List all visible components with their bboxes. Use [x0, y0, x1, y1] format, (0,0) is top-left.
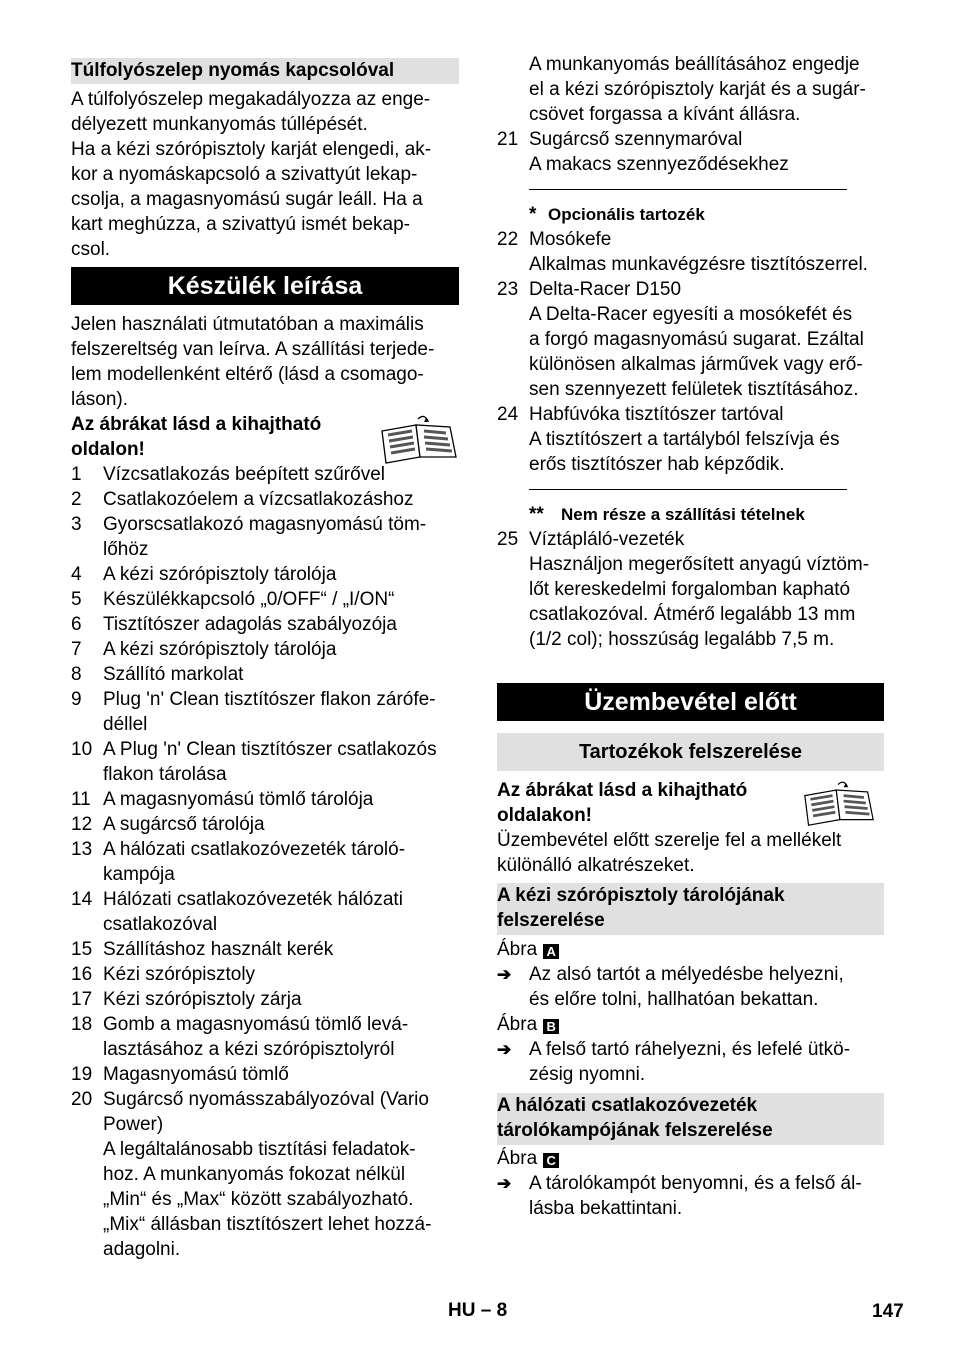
list-item-number: 19 [71, 1064, 93, 1085]
list-item-text: Készülékkapcsoló „0/OFF“ / „I/ON“ [103, 589, 395, 610]
overflow-heading: Túlfolyószelep nyomás kapcsolóval [71, 60, 395, 81]
figure-a-ref [497, 937, 559, 962]
step-text: Az alsó tartót a mélyedésbe helyezni, [529, 964, 844, 985]
list-item-number: 25 [497, 529, 519, 550]
figure-label-a: A [543, 944, 559, 959]
list-item-text: flakon tárolása [103, 764, 227, 785]
page-number: 147 [872, 1301, 904, 1322]
optional-heading: Opcionális tartozék [548, 205, 705, 224]
list-item-text: A munkanyomás beállításához engedje [529, 54, 860, 75]
step-text: A tárolókampót benyomni, és a felső ál- [529, 1173, 862, 1194]
list-item-number: 16 [71, 964, 93, 985]
list-item-text: Szállító markolat [103, 664, 244, 685]
figure-word: Ábra [497, 1014, 538, 1035]
foldout-book-icon [378, 413, 460, 465]
list-item-number: 17 [71, 989, 93, 1010]
list-item-text: A legáltalánosabb tisztítási feladatok- [103, 1139, 416, 1160]
list-item-text: A sugárcső tárolója [103, 814, 265, 835]
list-item-text: (1/2 col); hosszúság legalább 7,5 m. [529, 629, 835, 650]
list-item-number: 4 [71, 564, 82, 585]
list-item-number: 14 [71, 889, 93, 910]
list-item-text: Habfúvóka tisztítószer tartóval [529, 404, 784, 425]
list-item-text: kampója [103, 864, 175, 885]
list-item-text: Magasnyomású tömlő [103, 1064, 289, 1085]
step-text: lásba bekattintani. [529, 1198, 683, 1219]
hook-heading: tárolókampójának felszerelése [497, 1120, 773, 1141]
list-item-text: Alkalmas munkavégzésre tisztítószerrel. [529, 254, 868, 275]
list-item-text: Tisztítószer adagolás szabályozója [103, 614, 397, 635]
list-item-text: lőhöz [103, 539, 149, 560]
figures-note: Az ábrákat lásd a kihajtható [71, 414, 322, 435]
list-item-number: 10 [71, 739, 93, 760]
list-item-text: Gyorscsatlakozó magasnyomású töm- [103, 514, 427, 535]
list-item-text: Sugárcső szennymaróval [529, 129, 743, 150]
figure-label-b: B [543, 1019, 559, 1034]
asterisk-icon: * [529, 204, 537, 225]
list-item-number: 20 [71, 1089, 93, 1110]
list-item-text: déllel [103, 714, 148, 735]
list-item-text: Használjon megerősített anyagú víztöm- [529, 554, 870, 575]
section-title-before-startup: Üzembevétel előtt [497, 683, 884, 721]
list-item-text: sen szennyezett felületek tisztításához. [529, 379, 859, 400]
list-item-text: Delta-Racer D150 [529, 279, 682, 300]
list-item-text: Csatlakozóelem a vízcsatlakozáshoz [103, 489, 414, 510]
list-item-text: Mosókefe [529, 229, 612, 250]
list-item-number: 3 [71, 514, 82, 535]
list-item-number: 13 [71, 839, 93, 860]
list-item-text: erős tisztítószer hab képződik. [529, 454, 785, 475]
list-item-text: Kézi szórópisztoly [103, 964, 256, 985]
list-item-text: Víztápláló-vezeték [529, 529, 685, 550]
step-text: és előre tolni, hallhatóan bekattan. [529, 989, 819, 1010]
list-item-text: „Min“ és „Max“ között szabályozható. [103, 1189, 414, 1210]
figures-note-line2: oldalakon! [497, 805, 593, 826]
list-item-text: adagolni. [103, 1239, 181, 1260]
list-item-text: A makacs szennyeződésekhez [529, 154, 789, 175]
footer-lang-page: HU – 8 [448, 1300, 508, 1321]
assembly-intro: különálló alkatrészeket. [497, 855, 695, 876]
list-item-number: 23 [497, 279, 519, 300]
list-item-number: 7 [71, 639, 82, 660]
list-item-number: 12 [71, 814, 93, 835]
list-item-text: lőt kereskedelmi forgalomban kapható [529, 579, 851, 600]
list-item-number: 2 [71, 489, 82, 510]
list-item-text: csatlakozóval [103, 914, 218, 935]
list-item-text: különösen alkalmas járművek vagy erő- [529, 354, 863, 375]
list-item-number: 8 [71, 664, 82, 685]
step-text: A felső tartó ráhelyezni, és lefelé ütkö- [529, 1039, 851, 1060]
divider-line [529, 489, 847, 490]
not-included-heading: Nem része a szállítási tételnek [561, 505, 805, 524]
holder-heading: felszerelése [497, 910, 605, 931]
list-item-number: 5 [71, 589, 82, 610]
divider-line [529, 189, 847, 190]
figure-word: Ábra [497, 1148, 538, 1169]
list-item-number: 24 [497, 404, 519, 425]
list-item-text: Plug 'n' Clean tisztítószer flakon zárófe- [103, 689, 436, 710]
list-item-text: csövet forgassa a kívánt állásra. [529, 104, 801, 125]
holder-heading: A kézi szórópisztoly tárolójának [497, 885, 785, 906]
list-item-text: Kézi szórópisztoly zárja [103, 989, 302, 1010]
arrow-icon: ➔ [497, 1040, 512, 1059]
assembly-intro: Üzembevétel előtt szerelje fel a mellékelt [497, 830, 842, 851]
list-item-text: lasztásához a kézi szórópisztolyról [103, 1039, 395, 1060]
double-asterisk-icon: ** [529, 504, 544, 525]
list-item-number: 11 [71, 789, 91, 810]
figure-word: Ábra [497, 939, 538, 960]
list-item-text: A kézi szórópisztoly tárolója [103, 564, 337, 585]
list-item-number: 21 [497, 129, 519, 150]
list-item-text: A Plug 'n' Clean tisztítószer csatlakozós [103, 739, 437, 760]
arrow-icon: ➔ [497, 965, 512, 984]
subsection-title-accessories: Tartozékok felszerelése [497, 733, 884, 771]
list-item-number: 18 [71, 1014, 93, 1035]
list-item-text: A tisztítószert a tartályból felszívja és [529, 429, 840, 450]
figure-c-ref [497, 1146, 559, 1171]
list-item-number: 1 [71, 464, 82, 485]
list-item-text: csatlakozóval. Átmérő legalább 13 mm [529, 604, 856, 625]
figure-label-c: C [543, 1153, 559, 1168]
list-item-text: A hálózati csatlakozóvezeték tároló- [103, 839, 406, 860]
foldout-book-icon [794, 779, 884, 827]
list-item-text: Gomb a magasnyomású tömlő levá- [103, 1014, 409, 1035]
figure-b-ref [497, 1012, 559, 1037]
list-item-number: 22 [497, 229, 519, 250]
figures-note: Az ábrákat lásd a kihajtható [497, 780, 748, 801]
section-title-device-description: Készülék leírása [71, 267, 459, 305]
hook-heading: A hálózati csatlakozóvezeték [497, 1095, 758, 1116]
arrow-icon: ➔ [497, 1174, 512, 1193]
list-item-text: hoz. A munkanyomás fokozat nélkül [103, 1164, 406, 1185]
list-item-number: 6 [71, 614, 82, 635]
list-item-text: A magasnyomású tömlő tárolója [103, 789, 374, 810]
step-text: zésig nyomni. [529, 1064, 646, 1085]
list-item-text: Hálózati csatlakozóvezeték hálózati [103, 889, 403, 910]
list-item-number: 15 [71, 939, 93, 960]
list-item-text: A kézi szórópisztoly tárolója [103, 639, 337, 660]
list-item-text: a forgó magasnyomású sugarat. Ezáltal [529, 329, 864, 350]
list-item-text: Vízcsatlakozás beépített szűrővel [103, 464, 385, 485]
list-item-text: Power) [103, 1114, 164, 1135]
list-item-text: Sugárcső nyomásszabályozóval (Vario [103, 1089, 429, 1110]
figures-note-line2: oldalon! [71, 439, 145, 460]
list-item-text: „Mix“ állásban tisztítószert lehet hozzá- [103, 1214, 432, 1235]
list-item-text: A Delta-Racer egyesíti a mosókefét és [529, 304, 853, 325]
list-item-text: el a kézi szórópisztoly karját és a sugár- [529, 79, 866, 100]
list-item-text: Szállításhoz használt kerék [103, 939, 334, 960]
list-item-number: 9 [71, 689, 82, 710]
